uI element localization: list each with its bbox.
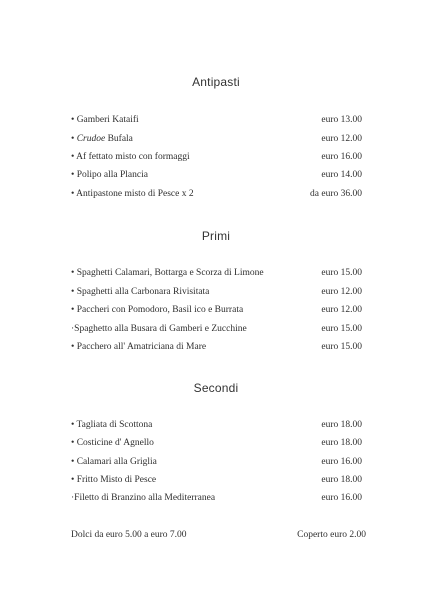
section-title-primi: Primi	[201, 229, 231, 243]
menu-item	[71, 287, 362, 301]
menu-item	[71, 457, 362, 471]
item-name: • Tagliata di Scottona	[71, 420, 153, 430]
item-price: euro 15.00	[321, 268, 362, 278]
item-price: euro 18.00	[321, 438, 362, 448]
menu-item	[71, 115, 362, 129]
item-name: • Fritto Misto di Pesce	[71, 475, 157, 485]
item-name: • Spaghetti alla Carbonara Rivisitata	[71, 287, 210, 297]
menu-item	[71, 342, 362, 356]
item-price: euro 18.00	[321, 475, 362, 485]
menu-item	[71, 305, 362, 319]
menu-item	[71, 268, 362, 282]
item-name: • Spaghetti Calamari, Bottarga e Scorza di Limone	[71, 268, 264, 278]
menu-item	[71, 438, 362, 452]
menu-item	[71, 152, 362, 166]
menu-item	[71, 475, 362, 489]
item-price: euro 14.00	[321, 170, 362, 180]
section-title-secondi: Secondi	[193, 381, 239, 395]
item-name: • Antipastone misto di Pesce x 2	[71, 189, 194, 199]
item-price: euro 15.00	[321, 324, 362, 334]
item-name: • Costicine d' Agnello	[71, 438, 154, 448]
menu-item	[71, 134, 362, 148]
section-title-antipasti: Antipasti	[192, 75, 240, 89]
item-name: • Af fettato misto con formaggi	[71, 152, 190, 162]
menu-item	[71, 189, 362, 203]
item-price: euro 16.00	[321, 152, 362, 162]
item-price: euro 12.00	[321, 287, 362, 297]
item-price: euro 13.00	[321, 115, 362, 125]
item-name: • Calamari alla Griglia	[71, 457, 157, 467]
item-price: da euro 36.00	[310, 189, 362, 199]
item-price: euro 16.00	[321, 457, 362, 467]
item-price: euro 18.00	[321, 420, 362, 430]
item-name: • Paccheri con Pomodoro, Basil ico e Burrata	[71, 305, 244, 315]
coperto-note: Coperto euro 2.00	[297, 530, 366, 540]
item-name: ·Spaghetto alla Busara di Gamberi e Zucchine	[71, 324, 247, 334]
dolci-note: Dolci da euro 5.00 a euro 7.00	[71, 530, 187, 540]
item-name: • Crudoe Bufala	[71, 134, 133, 144]
item-price: euro 12.00	[321, 134, 362, 144]
item-price: euro 15.00	[321, 342, 362, 352]
item-name: ·Filetto di Branzino alla Mediterranea	[71, 493, 216, 503]
item-price: euro 16.00	[321, 493, 362, 503]
item-name: • Gamberi Kataifi	[71, 115, 139, 125]
menu-item	[71, 324, 362, 338]
menu-item	[71, 420, 362, 434]
menu-item	[71, 493, 362, 507]
item-name: • Pacchero all' Amatriciana di Mare	[71, 342, 207, 352]
item-name: • Polipo alla Plancia	[71, 170, 148, 180]
menu-item	[71, 170, 362, 184]
item-price: euro 12.00	[321, 305, 362, 315]
